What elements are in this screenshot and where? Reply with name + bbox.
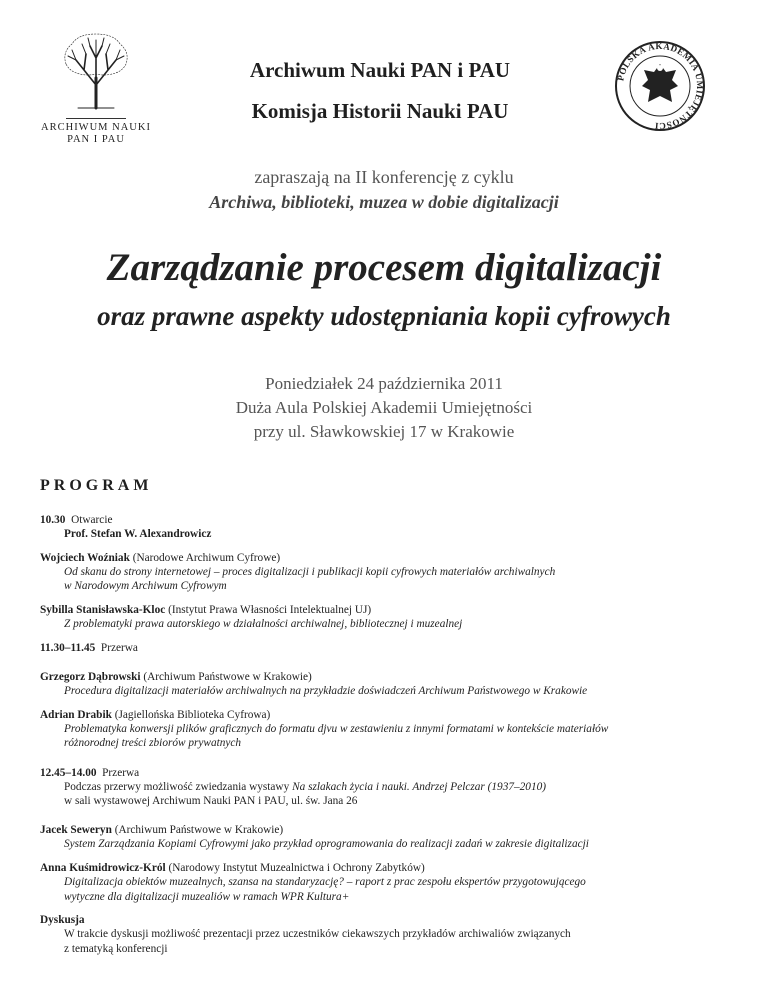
program-item-talk — [40, 708, 740, 751]
event-date: Poniedziałek 24 października 2011 — [265, 374, 503, 393]
talk-title-cont: w Narodowym Archiwum Cyfrowym — [64, 580, 227, 593]
program-item-talk — [40, 670, 740, 698]
conference-series: Archiwa, biblioteki, muzea w dobie digitalizacji — [209, 192, 559, 212]
speaker: Adrian Drabik — [40, 709, 112, 722]
program-item-opening — [40, 513, 740, 541]
program-item-talk — [40, 823, 740, 851]
speaker: Grzegorz Dąbrowski — [40, 671, 141, 684]
program-list — [40, 513, 740, 965]
affiliation: (Narodowy Instytut Muzealnictwa i Ochrony Zabytków) — [168, 862, 425, 875]
talk-title: Z problematyki prawa autorskiego w działalności archiwalnej, bibliotecznej i muzealnej — [64, 618, 463, 631]
event-address: przy ul. Sławkowskiej 17 w Krakowie — [253, 422, 515, 441]
talk-title: Problematyka konwersji plików graficznych do formatu djvu w zestawieniu z innymi formatami w kontekście materiałów — [64, 723, 609, 736]
break-note: Podczas przerwy możliwość zwiedzania wystawy — [64, 780, 290, 793]
affiliation: (Archiwum Państwowe w Krakowie) — [143, 671, 312, 684]
talk-title: Od skanu do strony internetowej – proces digitalizacji i publikacji kopii cyfrowych materiałów archiwalnych — [64, 566, 556, 579]
program-item-talk — [40, 861, 740, 904]
archive-logo — [40, 30, 152, 146]
talk-title: Digitalizacja obiektów muzealnych, szansa na standaryzację? – raport z prac zespołu ekspertów przygotowującego — [64, 876, 586, 889]
speaker: Sybilla Stanisławska-Kloc — [40, 604, 166, 617]
speaker: Anna Kuśmidrowicz-Król — [40, 862, 166, 875]
conference-subtitle: oraz prawne aspekty udostępniania kopii cyfrowych — [97, 301, 671, 331]
affiliation: (Jagiellońska Biblioteka Cyfrowa) — [114, 709, 271, 722]
affiliation: (Narodowe Archiwum Cyfrowe) — [132, 551, 281, 564]
academy-seal — [614, 40, 706, 132]
program-heading: PROGRAM — [40, 477, 153, 494]
tree-icon — [56, 30, 136, 110]
talk-title: System Zarządzania Kopiami Cyfrowymi jako przykład oprogramowania do realizacji zadań w zakresie digitalizacji — [64, 838, 589, 851]
logo-text-2: PAN I PAU — [67, 134, 125, 145]
talk-title-cont: różnorodnej treści zbiorów prywatnych — [64, 737, 242, 750]
logo-text-1: ARCHIWUM NAUKI — [41, 122, 151, 133]
label: Dyskusja — [40, 914, 85, 927]
label: Otwarcie — [71, 514, 113, 526]
break-note-cont: w sali wystawowej Archiwum Nauki PAN i PAU, ul. św. Jana 26 — [64, 795, 358, 808]
program-item-break — [40, 641, 740, 655]
talk-title-cont: wytyczne dla digitalizacji muzealiów w ramach WPR Kultura+ — [64, 890, 350, 903]
label: Przerwa — [102, 766, 140, 779]
talk-title: Procedura digitalizacji materiałów archiwalnych na przykładzie doświadczeń Archiwum Państwowego w Krakowie — [64, 685, 588, 698]
speaker: Wojciech Woźniak — [40, 551, 130, 564]
seal-icon — [614, 40, 706, 132]
program-item-talk — [40, 603, 740, 631]
program-item-talk — [40, 551, 740, 594]
label: Przerwa — [100, 641, 138, 654]
time: 10.30 — [40, 514, 66, 526]
discussion-text: W trakcie dyskusji możliwość prezentacji przez uczestników ciekawszych przykładów archiwaliów związanych — [64, 928, 571, 941]
organizer-1: Archiwum Nauki PAN i PAU — [249, 58, 511, 82]
program-item-discussion — [40, 913, 740, 956]
program-item-break — [40, 766, 740, 809]
exhibition-title: Na szlakach życia i nauki. Andrzej Pelczar (1937–2010) — [292, 780, 546, 793]
affiliation: (Instytut Prawa Własności Intelektualnej UJ) — [168, 604, 372, 617]
speaker: Prof. Stefan W. Alexandrowicz — [64, 528, 212, 541]
svg-text:POLSKA AKADEMIA UMIEJĘTNOŚCI: POLSKA AKADEMIA UMIEJĘTNOŚCI — [615, 40, 706, 132]
event-venue: Duża Aula Polskiej Akademii Umiejętności — [235, 398, 533, 417]
conference-title: Zarządzanie procesem digitalizacji — [106, 246, 662, 289]
time: 11.30–11.45 — [40, 641, 96, 654]
affiliation: (Archiwum Państwowe w Krakowie) — [114, 824, 284, 837]
time: 12.45–14.00 — [40, 766, 97, 779]
organizer-2: Komisja Historii Nauki PAU — [251, 99, 509, 123]
speaker: Jacek Seweryn — [40, 824, 112, 837]
discussion-text-cont: z tematyką konferencji — [64, 942, 168, 955]
intro-line: zapraszają na II konferencję z cyklu — [254, 167, 514, 187]
